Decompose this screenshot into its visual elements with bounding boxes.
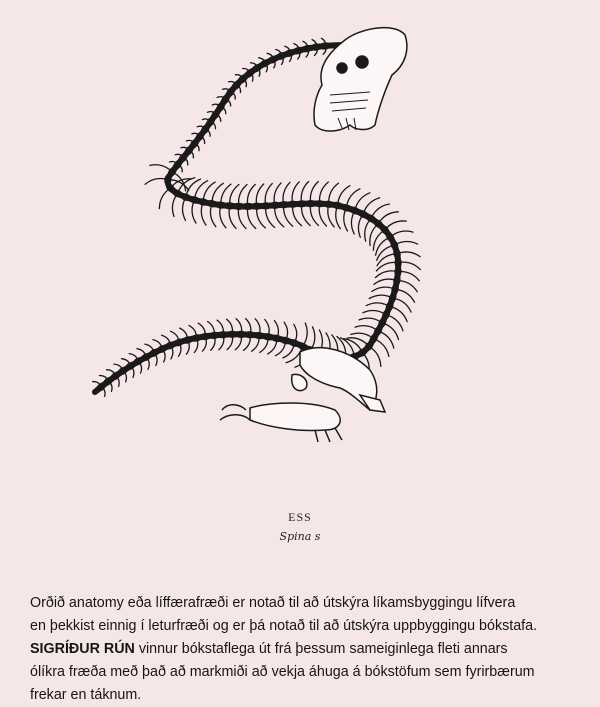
caption-subtitle: Spina s (279, 530, 321, 543)
pelvis (292, 348, 385, 412)
description-line-2: en þekkist einnig í leturfræði og er þá notað til að útskýra uppbyggingu bókstafa. (30, 618, 538, 634)
description-paragraph (30, 592, 578, 707)
description-continuation-1: vinnur bókstaflega út frá þessum sameiginlega fleti annars (134, 641, 508, 657)
caption-title: ESS (288, 510, 312, 524)
leg-bones (220, 403, 342, 442)
description-continuation-3: frekar en táknum. (30, 687, 142, 703)
artist-name: SIGRÍÐUR RÚN (30, 641, 135, 657)
description-continuation-2: ólíkra fræða með það að markmiði að vekja áhuga á bókstöfum sem fyrirbærum (30, 664, 535, 680)
description-line-1: Orðið anatomy eða líffærafræði er notað til að útskýra líkamsbyggingu lífvera (30, 595, 516, 611)
